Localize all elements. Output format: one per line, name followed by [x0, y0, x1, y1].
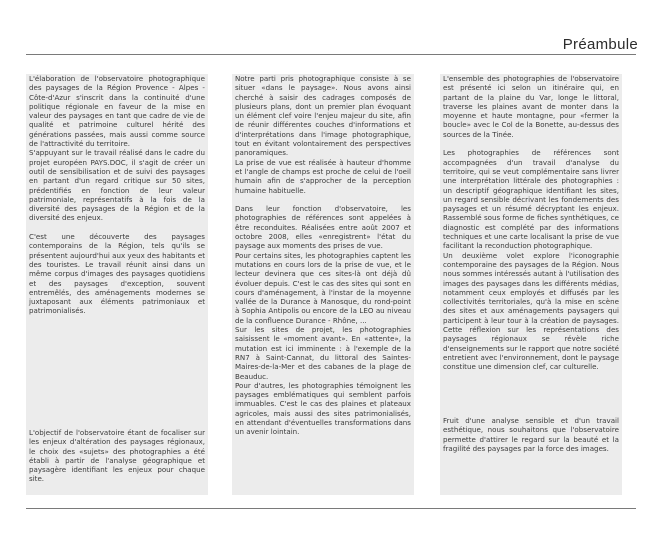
paragraph: L'objectif de l'observatoire étant de focaliser sur les enjeux d'altération des paysages régionaux, le choix des «sujets» des photographies a été établi à partir de l'analyse géographique et paysagère identifiant les enjeux pour chaque site. [29, 428, 205, 484]
paragraph: Pour d'autres, les photographies témoignent les paysages emblématiques qui semblent parfois immuables. C'est le cas des plaines et plateaux agricoles, mais aussi des sites patrimonialisés, en attendant d'éventuelles transformations dans un avenir lointain. [235, 380, 411, 437]
top-divider [26, 54, 636, 55]
bottom-divider [26, 508, 636, 509]
text-column-2 [232, 74, 414, 495]
paragraph: S'appuyant sur le travail réalisé dans le cadre du projet européen PAYS.DOC, il s'agit de créer un outil de sensibilisation et de suivi des paysages en partant d'un regard critique sur 50 sites, prédentifiés en fonction de leur valeur patrimoniale, représentatifs à la fois de la diversité des paysages de la Région et de la diversité des enjeux. [29, 148, 205, 223]
text-column-1 [26, 74, 208, 495]
paragraph: Les photographies de références sont accompagnées d'un travail d'analyse du territoire, qui se veut complémentaire sans livrer une interprétation littérale des photographies : un descriptif géographique identifiant les sites, un regard sensible décrivant les fondements des paysages et un résumé décryptant les enjeux. Rassemblé sous forme de fiches synthétiques, ce diagnostic est complété par des informations techniques et une carte localisant la prise de vue facilitant la reconduction photographique. [443, 148, 619, 251]
paragraph: La prise de vue est réalisée à hauteur d'homme et l'angle de champs est proche de celui de l'oeil humain afin de s'approcher de la perception humaine habituelle. [235, 157, 411, 195]
paragraph: Dans leur fonction d'observatoire, les photographies de références sont appelées à être reconduites. Réalisées entre août 2007 et octobre 2008, elles «enregistrent» l'état du paysage aux moments des prises de vue. [235, 204, 411, 251]
paragraph: Notre parti pris photographique consiste à se situer «dans le paysage». Nous avons ainsi cherché à saisir des cadrages composés de plusieurs plans, dont un premier plan évoquant un élément clef voire l'enjeu majeur du site, afin de réunir différentes couches d'informations et d'interprétations dans l'image photographique, tout en évitant volontairement des perspectives panoramiques. [235, 74, 411, 158]
paragraph: L'ensemble des photographies de l'observatoire est présenté ici selon un itinéraire qui, en partant de la plaine du Var, longe le littoral, traverse les plaines avant de monter dans la moyenne et haute montagne, pour «fermer la boucle» avec le Col de la Bonette, au-dessus des sources de la Tinée. [443, 74, 619, 139]
paragraph: Pour certains sites, les photographies captent les mutations en cours lors de la prise de vue, et le lecteur devinera que ces sites-là ont déjà dû évoluer depuis. C'est le cas des sites qui sont en cours d'aménagement, à l'instar de la moyenne vallée de la Durance à Manosque, du rond-point à Sophia Antipolis ou encore de la LEO au niveau de la confluence Durance - Rhône, ... [235, 250, 411, 325]
paragraph: Sur les sites de projet, les photographies saisissent le «moment avant». En «attente», la mutation est ici imminente : à l'exemple de la RN7 à Saint-Cannat, du littoral des Saintes-Maires-de-la-Mer et des cabanes de la plage de Beauduc. [235, 325, 411, 381]
paragraph: Un deuxième volet explore l'iconographie contemporaine des paysages de la Région. Nous nous sommes intéressés autant à l'utilisation des images des paysages dans les différents médias, notamment ceux employés et diffusés par les collectivités territoriales, qu'à la mise en scène des sites et aux aménagements paysagers qui participent à leur tour à la création de paysages. Cette réflexion sur les représentations des paysages régionaux se révèle riche d'enseignements sur le rapport que notre société entretient avec l'environnement, dont le paysage constitue une dimension clef, car culturelle. [443, 250, 619, 372]
page-title: Préambule [562, 36, 638, 53]
paragraph: Fruit d'une analyse sensible et d'un travail esthétique, nous souhaitons que l'observatoire permette d'attirer le regard sur la beauté et la fragilité des paysages par la force des images. [443, 416, 619, 453]
paragraph: L'élaboration de l'observatoire photographique des paysages de la Région Provence - Alpes - Côte-d'Azur s'inscrit dans la continuité d'une politique régionale en faveur de la mise en valeur des paysages en tant que cadre de vie de qualité et patrimoine culturel hérité des générations passées, mais aussi comme source de l'attractivité du territoire. [29, 74, 205, 149]
paragraph: C'est une découverte des paysages contemporains de la Région, tels qu'ils se présentent aujourd'hui aux yeux des habitants et des touristes. Le travail réunit ainsi dans un même corpus d'images des paysages quotidiens et des paysages d'exception, souvent entremêlés, des aménagements modernes se juxtaposant aux éléments patrimoniaux et patrimonialisés. [29, 232, 205, 316]
text-column-3 [440, 74, 622, 495]
